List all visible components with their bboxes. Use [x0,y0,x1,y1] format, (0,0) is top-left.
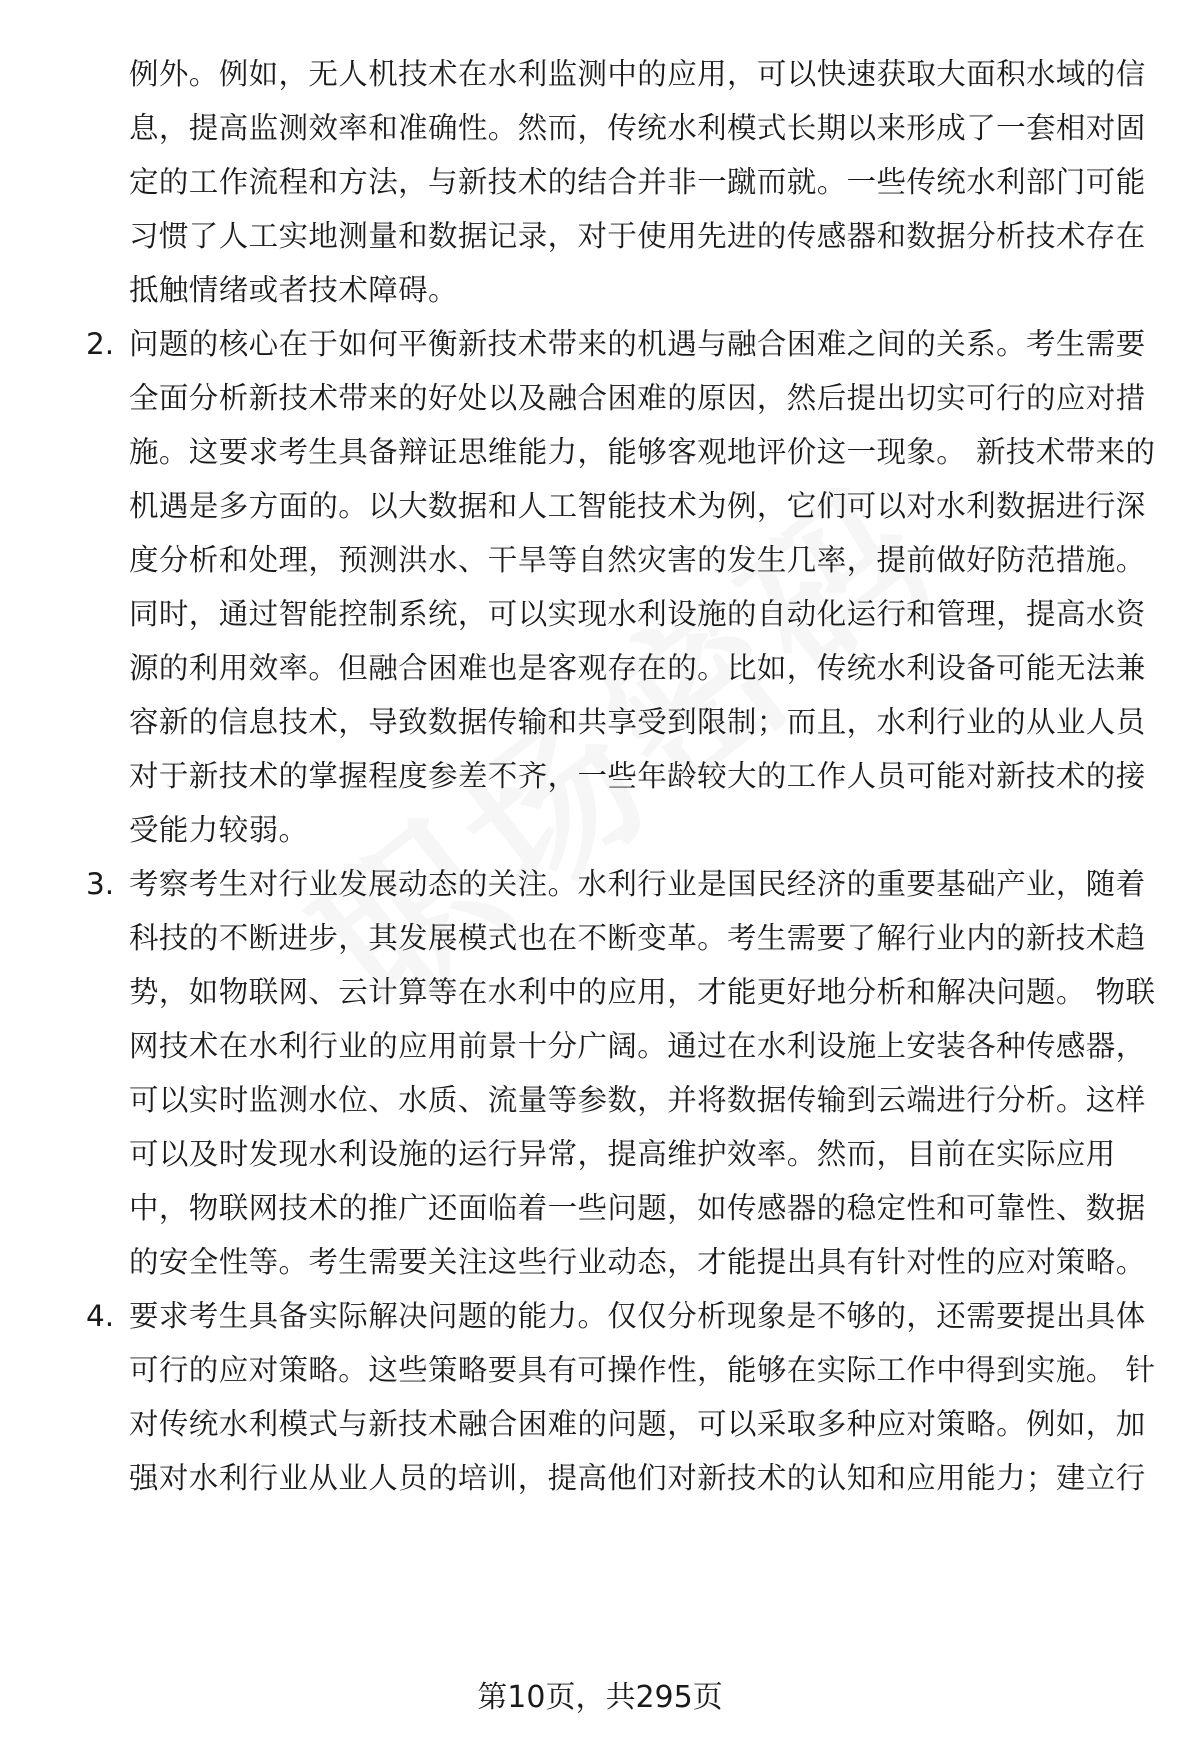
text-line: 全面分析新技术带来的好处以及融合困难的原因，然后提出切实可行的应对措 [129,381,1146,415]
text-line: 可以实时监测水位、水质、流量等参数，并将数据传输到云端进行分析。这样 [129,1083,1146,1117]
list-number: 4. [86,1299,115,1333]
text-line: 抵触情绪或者技术障碍。 [129,273,458,307]
text-line: 对于新技术的掌握程度参差不齐，一些年龄较大的工作人员可能对新技术的接 [129,759,1146,793]
text-line: 容新的信息技术，导致数据传输和共享受到限制；而且，水利行业的从业人员 [129,705,1146,739]
text-line: 中，物联网技术的推广还面临着一些问题，如传感器的稳定性和可靠性、数据 [129,1191,1146,1225]
text-line: 可以及时发现水利设施的运行异常，提高维护效率。然而，目前在实际应用 [129,1137,1116,1171]
text-line: 习惯了人工实地测量和数据记录，对于使用先进的传感器和数据分析技术存在 [129,219,1146,253]
text-line: 科技的不断进步，其发展模式也在不断变革。考生需要了解行业内的新技术趋 [129,921,1146,955]
text-line: 同时，通过智能控制系统，可以实现水利设施的自动化运行和管理，提高水资 [129,597,1146,631]
text-line: 可行的应对策略。这些策略要具有可操作性，能够在实际工作中得到实施。 针 [129,1353,1156,1387]
text-line: 势，如物联网、云计算等在水利中的应用，才能更好地分析和解决问题。 物联 [129,975,1156,1009]
list-number: 2. [86,327,115,361]
text-line: 机遇是多方面的。以大数据和人工智能技术为例，它们可以对水利数据进行深 [129,489,1146,523]
list-number: 3. [86,867,115,901]
text-line: 受能力较弱。 [129,813,309,847]
text-line: 例外。例如，无人机技术在水利监测中的应用，可以快速获取大面积水域的信 [129,57,1146,91]
text-line: 网技术在水利行业的应用前景十分广阔。通过在水利设施上安装各种传感器， [129,1029,1146,1063]
text-line: 息，提高监测效率和准确性。然而，传统水利模式长期以来形成了一套相对固 [129,111,1146,145]
text-line: 要求考生具备实际解决问题的能力。仅仅分析现象是不够的，还需要提出具体 [129,1299,1146,1333]
text-line: 定的工作流程和方法，与新技术的结合并非一蹴而就。一些传统水利部门可能 [129,165,1146,199]
text-line: 问题的核心在于如何平衡新技术带来的机遇与融合困难之间的关系。考生需要 [129,327,1146,361]
text-line: 度分析和处理，预测洪水、干旱等自然灾害的发生几率，提前做好防范措施。 [129,543,1146,577]
text-line: 施。这要求考生具备辩证思维能力，能够客观地评价这一现象。 新技术带来的 [129,435,1156,469]
text-line: 强对水利行业从业人员的培训，提高他们对新技术的认知和应用能力；建立行 [129,1461,1146,1495]
page-footer: 第10页，共295页 [477,1680,723,1715]
text-line: 考察考生对行业发展动态的关注。水利行业是国民经济的重要基础产业，随着 [129,867,1146,901]
text-line: 的安全性等。考生需要关注这些行业动态，才能提出具有针对性的应对策略。 [129,1245,1146,1279]
text-line: 源的利用效率。但融合困难也是客观存在的。比如，传统水利设备可能无法兼 [129,651,1146,685]
text-line: 对传统水利模式与新技术融合困难的问题，可以采取多种应对策略。例如，加 [129,1407,1146,1441]
